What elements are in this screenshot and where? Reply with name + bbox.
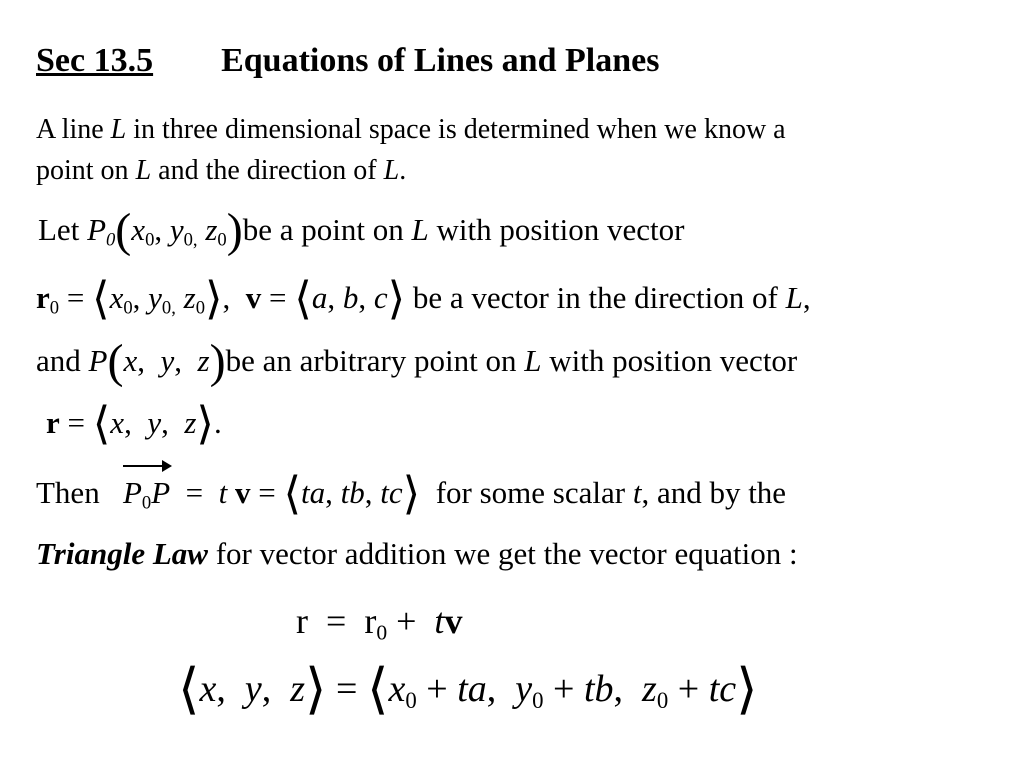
then-line: Then $P_0P = t$ v = ⟨ta, tb, tc⟩ for some scalar t, and by the	[36, 477, 786, 513]
triangle-law-line: Triangle Law for vector addition we get the vector equation :	[36, 536, 798, 571]
vector-arrow: $P_0P$	[123, 477, 170, 513]
r0-v-line: $r_0$ = $⟨x_0$, $y_{0,}$ $z_0⟩$, v = ⟨a, b, c⟩ be a vector in the direction of L,	[36, 273, 811, 324]
vector-equation: $r = r_0$ + tv	[296, 601, 463, 645]
section-heading: Equations of Lines and Planes	[221, 42, 660, 79]
section-number: Sec 13.5	[36, 42, 154, 79]
triangle-law-term: Triangle Law	[36, 536, 208, 571]
intro-line-1: A line L in three dimensional space is determined when we know a	[36, 114, 786, 145]
let-p0-line: Let $P_0(x_0$, $y_{0,}$ $z_0)be$ a point on L with position vector	[38, 203, 685, 257]
slide-title	[36, 44, 659, 78]
arbitrary-point-line: and P(x, y, z)be an arbitrary point on L with position vector	[36, 334, 798, 388]
r-definition-line: r = ⟨x, y, z⟩.	[46, 398, 222, 449]
intro-line-2: point on L and the direction of L.	[36, 155, 407, 186]
component-equation: ⟨x, y, z⟩ = $⟨x_0$ + ta, $y_0$ + tb, $z_0$ + tc⟩	[178, 658, 758, 720]
